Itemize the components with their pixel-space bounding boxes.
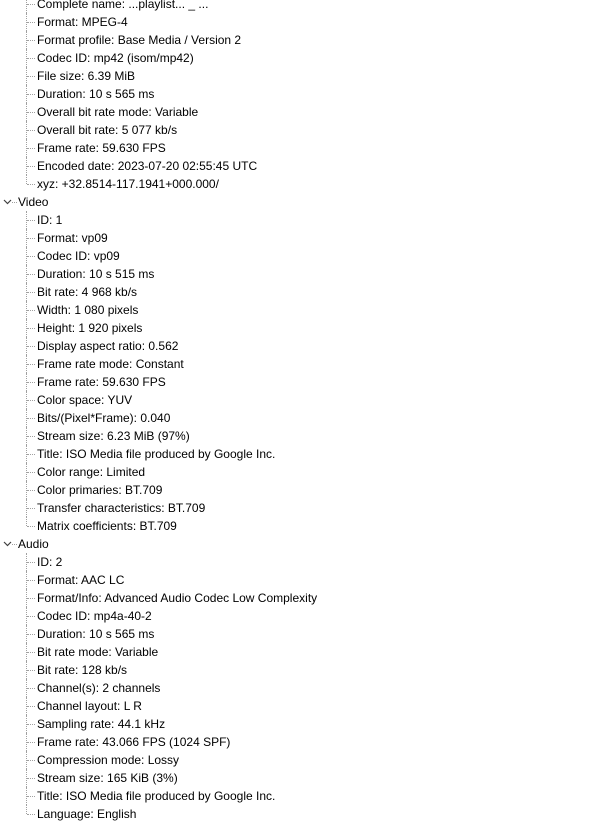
tree-item[interactable]: [0, 643, 597, 661]
tree-connector: [27, 76, 35, 77]
tree-item-label: Color range: Limited: [37, 465, 146, 479]
tree-item-label: Bit rate: 128 kb/s: [37, 663, 128, 677]
tree-connector: [27, 472, 35, 473]
tree-item-label: xyz: +32.8514-117.1941+000.000/: [37, 177, 219, 191]
tree-item-label: Overall bit rate: 5 077 kb/s: [37, 123, 178, 137]
section-label-audio: Audio: [18, 537, 49, 551]
tree-item-label: Frame rate: 59.630 FPS: [37, 141, 166, 155]
tree-connector: [27, 814, 35, 815]
tree-item[interactable]: [0, 715, 597, 733]
tree-connector: [27, 634, 35, 635]
tree-item-label: Duration: 10 s 515 ms: [37, 267, 155, 281]
tree-item[interactable]: [0, 769, 597, 787]
tree-item[interactable]: [0, 247, 597, 265]
tree-item[interactable]: [0, 319, 597, 337]
tree-connector: [27, 724, 35, 725]
tree-connector: [27, 796, 35, 797]
tree-connector: [27, 562, 35, 563]
tree-item-label: Transfer characteristics: BT.709: [37, 501, 206, 515]
tree-item[interactable]: [0, 373, 597, 391]
tree-item[interactable]: [0, 13, 597, 31]
tree-item[interactable]: [0, 103, 597, 121]
tree-connector: [27, 652, 35, 653]
tree-connector: [27, 706, 35, 707]
tree-connector: [27, 4, 35, 5]
tree-item[interactable]: [0, 481, 597, 499]
tree-item[interactable]: [0, 121, 597, 139]
tree-connector: [27, 238, 35, 239]
tree-item[interactable]: [0, 625, 597, 643]
tree-connector: [27, 166, 35, 167]
tree-item-label: Title: ISO Media file produced by Google Inc.: [37, 789, 276, 803]
tree-connector: [27, 382, 35, 383]
tree-item-label: Bit rate mode: Variable: [37, 645, 159, 659]
tree-connector: [27, 22, 35, 23]
tree-item-label: Stream size: 6.23 MiB (97%): [37, 429, 190, 443]
tree-item[interactable]: [0, 463, 597, 481]
tree-connector: [27, 436, 35, 437]
tree-connector: [27, 454, 35, 455]
tree-item-label: Codec ID: vp09: [37, 249, 120, 263]
tree-connector: [27, 598, 35, 599]
tree-item[interactable]: [0, 805, 597, 823]
tree-item[interactable]: [0, 229, 597, 247]
tree-item-label: Duration: 10 s 565 ms: [37, 627, 155, 641]
tree-item-label: Format: AAC LC: [37, 573, 125, 587]
tree-section-video[interactable]: [0, 193, 597, 211]
tree-item-label: Color space: YUV: [37, 393, 133, 407]
tree-item[interactable]: [0, 31, 597, 49]
tree-connector: [27, 364, 35, 365]
tree-connector: [27, 580, 35, 581]
tree-item[interactable]: [0, 211, 597, 229]
tree-connector: [27, 94, 35, 95]
tree-item[interactable]: [0, 589, 597, 607]
tree-connector: [27, 256, 35, 257]
tree-connector: [27, 184, 35, 185]
tree-item[interactable]: [0, 427, 597, 445]
tree-guide-line: [26, 517, 27, 526]
tree-item[interactable]: [0, 85, 597, 103]
tree-connector: [27, 292, 35, 293]
tree-item-label: Duration: 10 s 565 ms: [37, 87, 155, 101]
tree-row-general-clipped[interactable]: [0, 0, 597, 13]
tree-item[interactable]: [0, 499, 597, 517]
tree-connector: [27, 526, 35, 527]
tree-item[interactable]: [0, 409, 597, 427]
tree-connector: [27, 274, 35, 275]
tree-item-label: ID: 2: [37, 555, 63, 569]
tree-item[interactable]: [0, 175, 597, 193]
tree-item[interactable]: [0, 283, 597, 301]
tree-connector: [27, 616, 35, 617]
tree-connector: [12, 544, 17, 545]
tree-item[interactable]: [0, 571, 597, 589]
tree-item-label: Frame rate: 59.630 FPS: [37, 375, 166, 389]
tree-connector: [27, 760, 35, 761]
tree-item-label: Complete name: ...playlist... _ ...: [37, 0, 209, 11]
tree-connector: [27, 40, 35, 41]
tree-guide-line: [26, 805, 27, 814]
tree-item-label: Color primaries: BT.709: [37, 483, 163, 497]
tree-item[interactable]: [0, 607, 597, 625]
tree-item-label: Bit rate: 4 968 kb/s: [37, 285, 138, 299]
tree-item-label: Width: 1 080 pixels: [37, 303, 139, 317]
tree-guide-line: [26, 0, 27, 13]
tree-item-label: Matrix coefficients: BT.709: [37, 519, 177, 533]
tree-item-label: Sampling rate: 44.1 kHz: [37, 717, 166, 731]
tree-connector: [27, 688, 35, 689]
tree-item-label: Stream size: 165 KiB (3%): [37, 771, 178, 785]
tree-item-label: Channel layout: L R: [37, 699, 142, 713]
tree-item-label: Display aspect ratio: 0.562: [37, 339, 179, 353]
tree-item-label: Compression mode: Lossy: [37, 753, 180, 767]
tree-item[interactable]: [0, 391, 597, 409]
tree-connector: [12, 202, 17, 203]
tree-connector: [27, 346, 35, 347]
tree-connector: [27, 508, 35, 509]
section-label-video: Video: [18, 195, 49, 209]
tree-item-label: Title: ISO Media file produced by Google Inc.: [37, 447, 276, 461]
tree-connector: [27, 220, 35, 221]
tree-item-label: Format: MPEG-4: [37, 15, 128, 29]
tree-item[interactable]: [0, 355, 597, 373]
tree-item-label: Frame rate: 43.066 FPS (1024 SPF): [37, 735, 231, 749]
tree-connector: [27, 58, 35, 59]
tree-item-label: Bits/(Pixel*Frame): 0.040: [37, 411, 171, 425]
tree-item[interactable]: [0, 553, 597, 571]
tree-connector: [27, 778, 35, 779]
tree-connector: [27, 670, 35, 671]
tree-item-label: ID: 1: [37, 213, 63, 227]
tree-item[interactable]: [0, 661, 597, 679]
tree-item-label: Codec ID: mp4a-40-2: [37, 609, 152, 623]
tree-connector: [27, 742, 35, 743]
tree-connector: [27, 310, 35, 311]
tree-item[interactable]: [0, 787, 597, 805]
tree-item[interactable]: [0, 337, 597, 355]
tree-item-label: Channel(s): 2 channels: [37, 681, 161, 695]
tree-item-label: Format: vp09: [37, 231, 108, 245]
tree-guide-line: [26, 175, 27, 184]
tree-item-label: Encoded date: 2023-07-20 02:55:45 UTC: [37, 159, 258, 173]
tree-item-label: Frame rate mode: Constant: [37, 357, 184, 371]
tree-item-label: Language: English: [37, 807, 137, 821]
tree-item-label: Format/Info: Advanced Audio Codec Low Complexity: [37, 591, 318, 605]
tree-item[interactable]: [0, 265, 597, 283]
tree-item[interactable]: [0, 157, 597, 175]
tree-item[interactable]: [0, 697, 597, 715]
tree-connector: [27, 148, 35, 149]
tree-item-label: File size: 6.39 MiB: [37, 69, 136, 83]
tree-section-audio[interactable]: [0, 535, 597, 553]
tree-connector: [27, 490, 35, 491]
tree-connector: [27, 112, 35, 113]
tree-item-label: Format profile: Base Media / Version 2: [37, 33, 242, 47]
tree-item[interactable]: [0, 751, 597, 769]
tree-item-label: Codec ID: mp42 (isom/mp42): [37, 51, 194, 65]
tree-connector: [27, 418, 35, 419]
tree-item[interactable]: [0, 517, 597, 535]
tree-item[interactable]: [0, 301, 597, 319]
tree-item[interactable]: [0, 733, 597, 751]
tree-item[interactable]: [0, 139, 597, 157]
tree-connector: [27, 328, 35, 329]
tree-connector: [27, 130, 35, 131]
tree-item[interactable]: [0, 445, 597, 463]
tree-item[interactable]: [0, 679, 597, 697]
tree-item[interactable]: [0, 49, 597, 67]
tree-connector: [27, 400, 35, 401]
tree-item-label: Height: 1 920 pixels: [37, 321, 143, 335]
tree-item[interactable]: [0, 67, 597, 85]
tree-item-label: Overall bit rate mode: Variable: [37, 105, 199, 119]
